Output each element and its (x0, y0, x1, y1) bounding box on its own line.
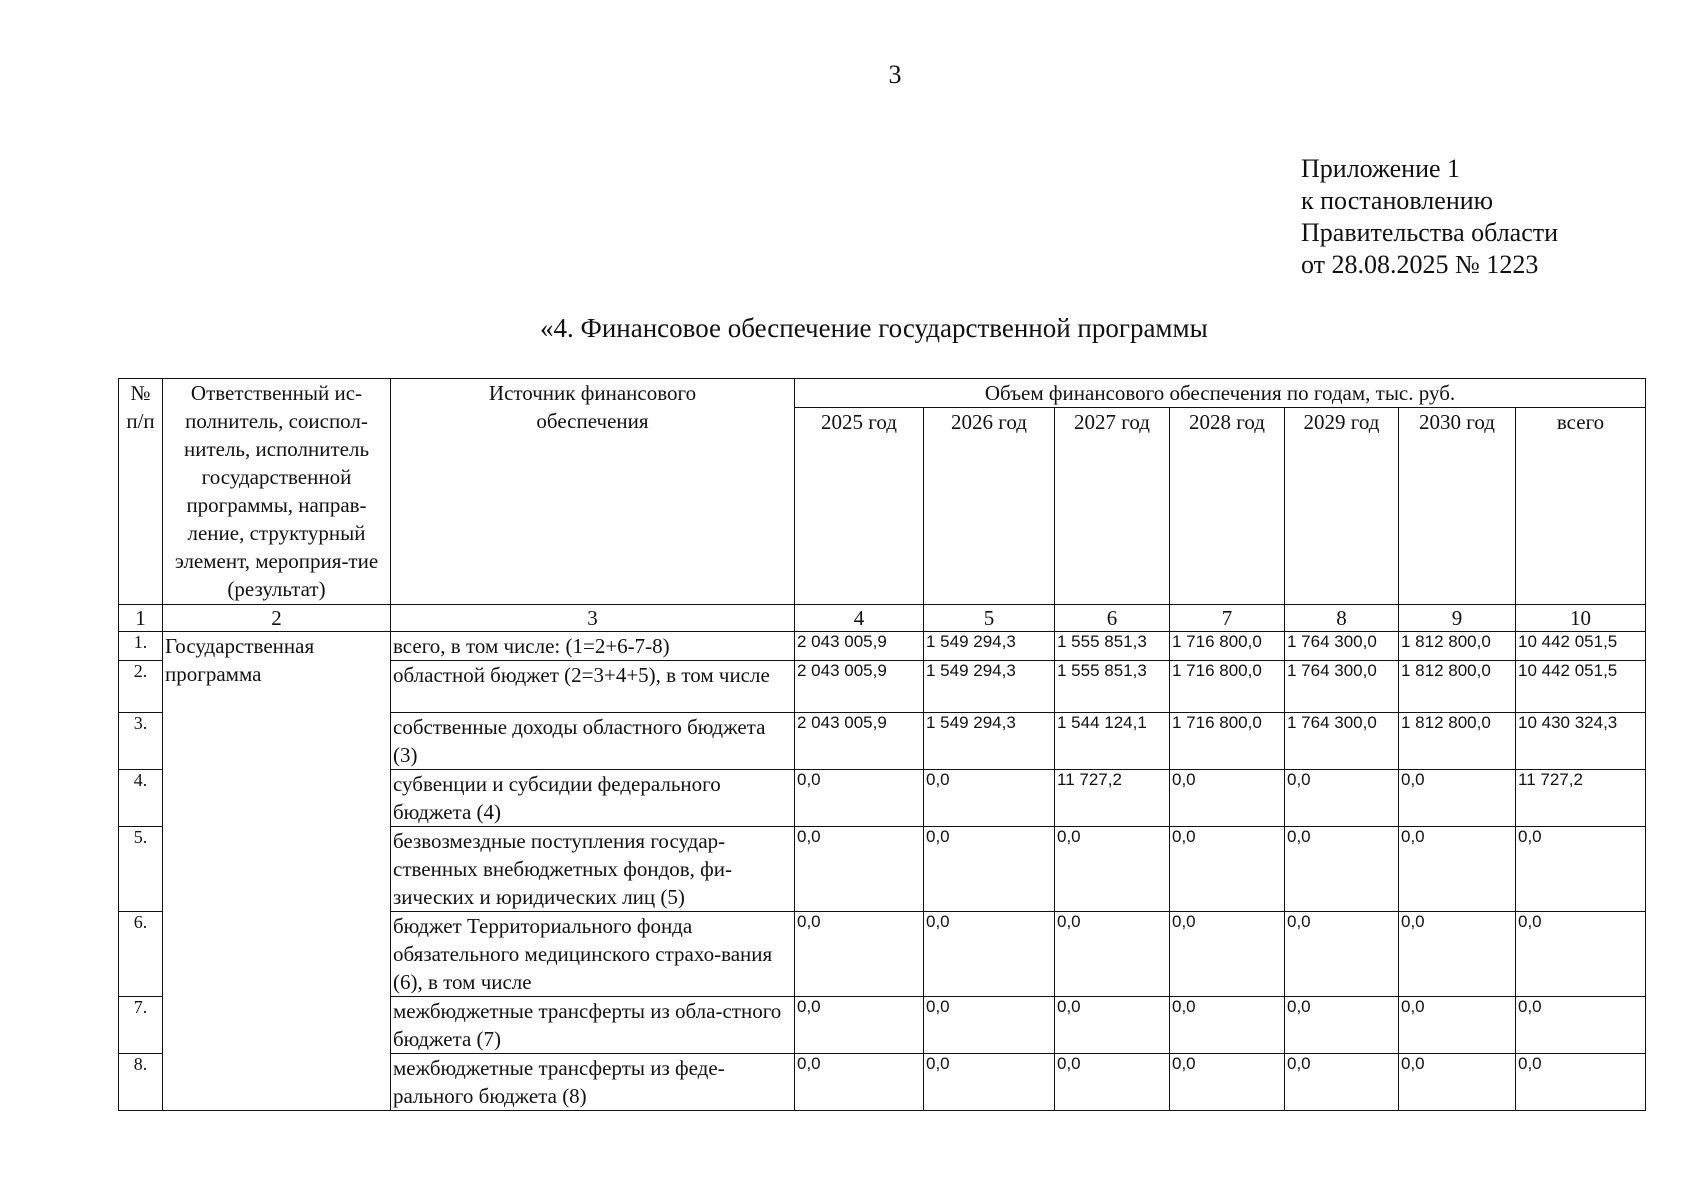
executor-cell: Государственная программа (163, 632, 391, 1111)
value-cell: 0,0 (924, 1054, 1055, 1111)
row-number: 1. (119, 632, 163, 661)
value-cell: 1 549 294,3 (924, 713, 1055, 770)
column-number: 3 (391, 605, 795, 632)
column-number: 7 (1170, 605, 1285, 632)
value-cell: 0,0 (1170, 997, 1285, 1054)
column-number: 1 (119, 605, 163, 632)
source-cell: межбюджетные трансферты из обла-стного бюджета (7) (391, 997, 795, 1054)
financing-table (118, 378, 1646, 1111)
column-number: 2 (163, 605, 391, 632)
row-number: 8. (119, 1054, 163, 1111)
value-cell: 0,0 (1399, 912, 1516, 997)
value-cell: 1 544 124,1 (1055, 713, 1170, 770)
value-cell: 0,0 (924, 997, 1055, 1054)
header-executor: Ответственный ис-полнитель, соиспол-нитель, исполнитель государственной программы, направ-ление, структурный элемент, мероприя-тие (результат) (163, 379, 391, 605)
value-cell: 0,0 (1285, 770, 1399, 827)
source-cell: собственные доходы областного бюджета (3) (391, 713, 795, 770)
table-row (119, 632, 1646, 661)
value-cell: 1 764 300,0 (1285, 661, 1399, 713)
column-number-row (119, 605, 1646, 632)
value-cell: 0,0 (795, 997, 924, 1054)
value-cell: 11 727,2 (1516, 770, 1646, 827)
value-cell: 2 043 005,9 (795, 661, 924, 713)
header-year: 2027 год (1055, 408, 1170, 605)
column-number: 6 (1055, 605, 1170, 632)
value-cell: 1 555 851,3 (1055, 661, 1170, 713)
column-number: 4 (795, 605, 924, 632)
header-year: 2028 год (1170, 408, 1285, 605)
header-source: Источник финансового обеспечения (391, 379, 795, 605)
value-cell: 0,0 (1055, 912, 1170, 997)
header-year: 2029 год (1285, 408, 1399, 605)
value-cell: 0,0 (1516, 1054, 1646, 1111)
value-cell: 1 764 300,0 (1285, 713, 1399, 770)
value-cell: 0,0 (1170, 1054, 1285, 1111)
value-cell: 0,0 (1285, 1054, 1399, 1111)
value-cell: 0,0 (1399, 1054, 1516, 1111)
value-cell: 0,0 (1399, 770, 1516, 827)
column-number: 9 (1399, 605, 1516, 632)
value-cell: 2 043 005,9 (795, 632, 924, 661)
value-cell: 1 812 800,0 (1399, 713, 1516, 770)
value-cell: 10 442 051,5 (1516, 632, 1646, 661)
value-cell: 0,0 (1285, 827, 1399, 912)
value-cell: 0,0 (1055, 827, 1170, 912)
header-volume: Объем финансового обеспечения по годам, тыс. руб. (795, 379, 1646, 408)
header-row (119, 379, 1646, 408)
row-number: 4. (119, 770, 163, 827)
row-number: 6. (119, 912, 163, 997)
source-cell: безвозмездные поступления государ-ственных внебюджетных фондов, фи-зических и юридических лиц (5) (391, 827, 795, 912)
source-cell: всего, в том числе: (1=2+6-7-8) (391, 632, 795, 661)
value-cell: 1 716 800,0 (1170, 661, 1285, 713)
value-cell: 2 043 005,9 (795, 713, 924, 770)
value-cell: 1 555 851,3 (1055, 632, 1170, 661)
value-cell: 1 549 294,3 (924, 632, 1055, 661)
column-number: 8 (1285, 605, 1399, 632)
source-cell: бюджет Территориального фонда обязательного медицинского страхо-вания (6), в том числе (391, 912, 795, 997)
value-cell: 0,0 (1055, 997, 1170, 1054)
value-cell: 0,0 (795, 912, 924, 997)
appendix-line: к постановлению (1301, 186, 1494, 215)
value-cell: 0,0 (1516, 827, 1646, 912)
value-cell: 0,0 (924, 827, 1055, 912)
header-year: 2025 год (795, 408, 924, 605)
value-cell: 10 430 324,3 (1516, 713, 1646, 770)
appendix-line: от 28.08.2025 № 1223 (1301, 250, 1539, 279)
value-cell: 0,0 (1055, 1054, 1170, 1111)
value-cell: 1 812 800,0 (1399, 632, 1516, 661)
section-title: «4. Финансовое обеспечение государственной программы (540, 313, 1208, 343)
header-year: 2026 год (924, 408, 1055, 605)
page-number: 3 (888, 60, 902, 89)
value-cell: 0,0 (924, 912, 1055, 997)
value-cell: 0,0 (1516, 997, 1646, 1054)
source-cell: субвенции и субсидии федерального бюджета (4) (391, 770, 795, 827)
value-cell: 0,0 (1399, 827, 1516, 912)
value-cell: 0,0 (1285, 997, 1399, 1054)
value-cell: 0,0 (1170, 827, 1285, 912)
value-cell: 1 764 300,0 (1285, 632, 1399, 661)
value-cell: 0,0 (1516, 912, 1646, 997)
value-cell: 0,0 (1399, 997, 1516, 1054)
row-number: 2. (119, 661, 163, 713)
column-number: 10 (1516, 605, 1646, 632)
header-num: № п/п (119, 379, 163, 605)
column-number: 5 (924, 605, 1055, 632)
value-cell: 0,0 (1170, 912, 1285, 997)
row-number: 7. (119, 997, 163, 1054)
source-cell: межбюджетные трансферты из феде-рального бюджета (8) (391, 1054, 795, 1111)
row-number: 5. (119, 827, 163, 912)
value-cell: 0,0 (795, 1054, 924, 1111)
appendix-line: Приложение 1 (1301, 154, 1461, 183)
source-cell: областной бюджет (2=3+4+5), в том числе (391, 661, 795, 713)
value-cell: 11 727,2 (1055, 770, 1170, 827)
value-cell: 1 812 800,0 (1399, 661, 1516, 713)
value-cell: 1 549 294,3 (924, 661, 1055, 713)
value-cell: 10 442 051,5 (1516, 661, 1646, 713)
value-cell: 0,0 (1170, 770, 1285, 827)
appendix-block (1301, 153, 1558, 281)
value-cell: 0,0 (795, 770, 924, 827)
value-cell: 0,0 (795, 827, 924, 912)
header-total: всего (1516, 408, 1646, 605)
value-cell: 1 716 800,0 (1170, 632, 1285, 661)
header-year: 2030 год (1399, 408, 1516, 605)
value-cell: 1 716 800,0 (1170, 713, 1285, 770)
row-number: 3. (119, 713, 163, 770)
value-cell: 0,0 (924, 770, 1055, 827)
value-cell: 0,0 (1285, 912, 1399, 997)
appendix-line: Правительства области (1301, 218, 1559, 247)
